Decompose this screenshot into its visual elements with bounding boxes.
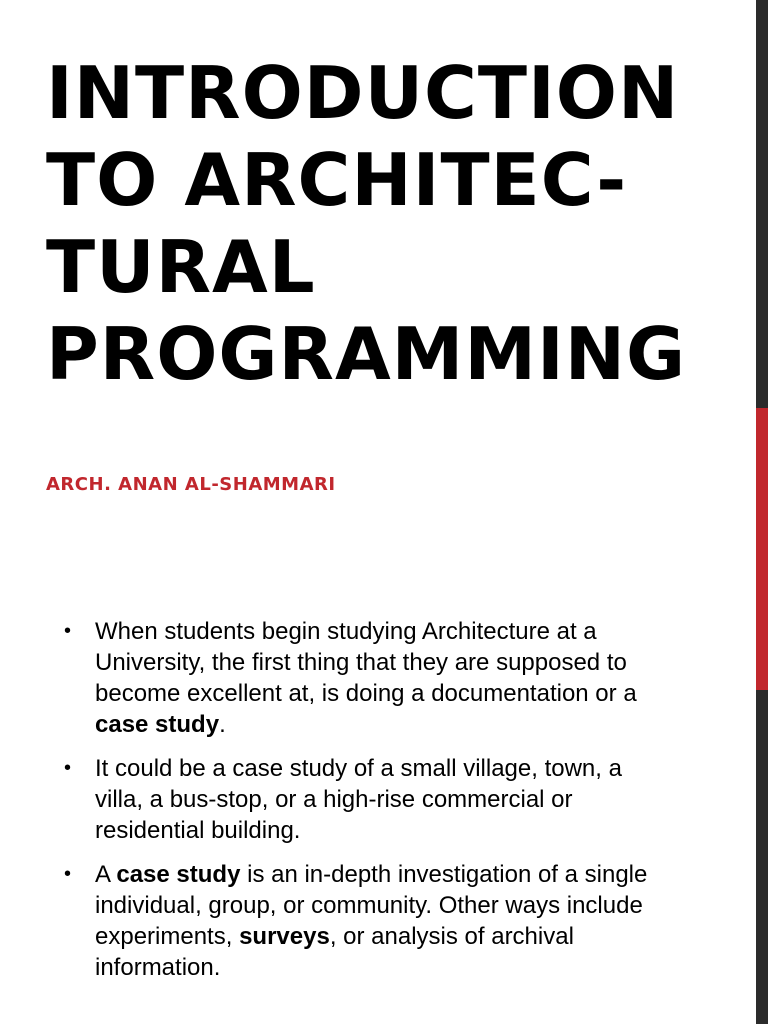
text-run: , or analysis of archival information.: [95, 923, 574, 981]
slide-title: [46, 50, 746, 398]
text-run: .: [219, 711, 226, 738]
bullet-marker: •: [64, 757, 72, 779]
bold-run: case study: [95, 711, 220, 738]
bold-run: case study: [116, 861, 241, 888]
text-run: A: [95, 861, 117, 888]
edge-bar-dark: [756, 0, 768, 408]
author-subtitle: ARCH. ANAN AL-SHAMMARI: [46, 474, 336, 495]
edge-bar-accent: [756, 408, 768, 690]
bullet-item: [0, 616, 700, 740]
text-run: When students begin studying Architecture at a University, the first thing that they are supposed to become excellent at, is doing a documentation or a: [95, 618, 637, 707]
content-slide: [0, 582, 768, 1024]
bullet-text: [95, 859, 655, 983]
bullet-item: [0, 859, 700, 983]
title-line: TURAL: [46, 225, 316, 309]
edge-bar-dark: [756, 690, 768, 1024]
bullet-marker: •: [64, 620, 72, 642]
text-run: is an in-depth investigation of a single individual, group, or community. Other ways include experiments,: [95, 861, 648, 950]
title-line: TO ARCHITEC-: [46, 138, 628, 222]
title-line: INTRODUCTION: [46, 51, 680, 135]
text-run: It could be a case study of a small village, town, a villa, a bus-stop, or a high-rise commercial or residential building.: [95, 755, 622, 844]
bold-run: surveys: [239, 923, 330, 950]
bullet-item: [0, 753, 700, 846]
title-line: PROGRAMMING: [46, 312, 687, 396]
bullet-list: [0, 616, 700, 996]
bullet-text: [95, 616, 655, 740]
bullet-marker: •: [64, 863, 72, 885]
bullet-text: [95, 753, 655, 846]
